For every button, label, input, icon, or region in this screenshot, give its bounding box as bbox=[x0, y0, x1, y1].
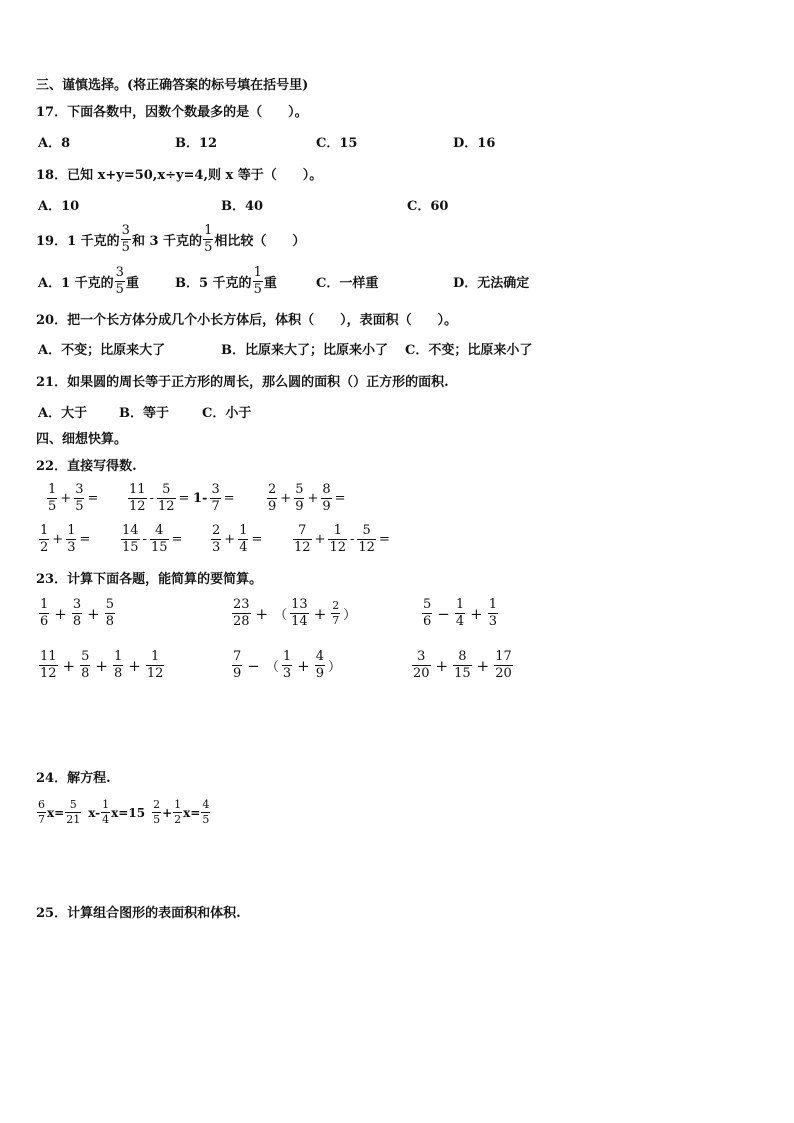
q19-option-b: B．5 千克的 $\frac{1}{5}$ 重 bbox=[175, 265, 277, 297]
q20-stem: 20．把一个长方体分成几个小长方体后，体积（ ），表面积（ ）。 bbox=[36, 313, 458, 328]
q17-stem: 17．下面各数中，因数个数最多的是（ ）。 bbox=[36, 105, 308, 120]
q17-option-c: C．15 bbox=[316, 136, 358, 151]
q19-option-b-fraction: $\frac{1}{5}$ bbox=[253, 265, 262, 297]
q24-equation-3: $\frac{2}{5}$ + $\frac{1}{2}$ x= $\frac{4}{5}$ bbox=[153, 798, 210, 826]
q19-option-a: A．1 千克的 $\frac{3}{5}$ 重 bbox=[38, 265, 139, 297]
q23-expression-6: $\frac{3}{20}$ + $\frac{8}{15}$ + $\frac{17}{20}$ bbox=[413, 649, 512, 681]
q23-expression-3: $\frac{5}{6}$ − $\frac{1}{4}$ + $\frac{1}{3}$ bbox=[423, 597, 497, 629]
q23-stem: 23．计算下面各题，能简算的要简算。 bbox=[36, 572, 263, 587]
q22-item-3: 1- $\frac{3}{7}$ = bbox=[193, 482, 235, 514]
q22-item-5: $\frac{1}{2}$ + $\frac{1}{3}$ = bbox=[40, 523, 91, 555]
section-four-title: 四、细想快算。 bbox=[36, 432, 128, 447]
section-three-title: 三、谨慎选择。(将正确答案的标号填在括号里) bbox=[36, 78, 309, 93]
q19-option-c: C．一样重 bbox=[316, 276, 379, 291]
q19-prefix: 19．1 千克的 bbox=[36, 234, 120, 249]
q20-option-c: C．不变；比原来小了 bbox=[405, 343, 533, 358]
q19-mid: 和 3 千克的 bbox=[131, 234, 203, 249]
q19-option-d: D．无法确定 bbox=[453, 276, 530, 291]
q22-item-7: $\frac{2}{3}$ + $\frac{1}{4}$ = bbox=[212, 523, 263, 555]
q18-option-c: C．60 bbox=[407, 199, 449, 214]
q22-item-8: $\frac{7}{12}$ + $\frac{1}{12}$ - $\frac{5}{12}$ = bbox=[294, 523, 390, 555]
q25-stem: 25．计算组合图形的表面积和体积. bbox=[36, 906, 241, 921]
q24-equation-1: $\frac{6}{7}$ x= $\frac{5}{21}$ bbox=[38, 798, 81, 826]
q20-option-b: B．比原来大了；比原来小了 bbox=[221, 343, 388, 358]
q19-option-a-fraction: $\frac{3}{5}$ bbox=[115, 265, 124, 297]
q21-option-a: A．大于 bbox=[38, 406, 88, 421]
q24-equation-2: x- $\frac{1}{4}$ x=15 bbox=[88, 798, 146, 826]
q18-option-b: B．40 bbox=[221, 199, 264, 214]
q20-option-a: A．不变；比原来大了 bbox=[38, 343, 166, 358]
q18-option-a: A．10 bbox=[38, 199, 80, 214]
q19-stem bbox=[36, 224, 305, 255]
q17-option-d: D．16 bbox=[453, 136, 496, 151]
q17-option-b: B．12 bbox=[175, 136, 218, 151]
q23-expression-4: $\frac{11}{12}$ + $\frac{5}{8}$ + $\frac{1}{8}$ + $\frac{1}{12}$ bbox=[40, 649, 164, 681]
q19-fraction-2: $\frac{1}{5}$ bbox=[204, 223, 213, 255]
q22-stem: 22．直接写得数. bbox=[36, 459, 137, 474]
q19-fraction-1: $\frac{3}{5}$ bbox=[121, 223, 130, 255]
q22-item-2: $\frac{11}{12}$ - $\frac{5}{12}$ = bbox=[129, 482, 190, 514]
q23-expression-2: $\frac{23}{28}$ + （ $\frac{13}{14}$ + $\frac{2}{7}$ ） bbox=[233, 597, 357, 629]
q18-stem: 18．已知 x+y=50,x÷y=4,则 x 等于（ ）。 bbox=[36, 168, 323, 183]
q21-option-c: C．小于 bbox=[202, 406, 252, 421]
q17-option-a: A．8 bbox=[38, 136, 71, 151]
q24-equations bbox=[36, 799, 211, 826]
q21-stem: 21．如果圆的周长等于正方形的周长，那么圆的面积（）正方形的面积. bbox=[36, 375, 449, 390]
q23-expression-5: $\frac{7}{9}$ − （ $\frac{1}{3}$ + $\frac{4}{9}$ ） bbox=[233, 649, 342, 681]
q19-suffix: 相比较（ ） bbox=[214, 234, 306, 249]
q22-item-4: $\frac{2}{9}$ + $\frac{5}{9}$ + $\frac{8}{9}$ = bbox=[268, 482, 346, 514]
q23-expression-1: $\frac{1}{6}$ + $\frac{3}{8}$ + $\frac{5}{8}$ bbox=[40, 597, 114, 629]
q21-option-b: B．等于 bbox=[119, 406, 169, 421]
q22-item-1: $\frac{1}{5}$ + $\frac{3}{5}$ = bbox=[48, 482, 99, 514]
q22-item-6: $\frac{14}{15}$ - $\frac{4}{15}$ = bbox=[122, 523, 183, 555]
q24-stem: 24．解方程. bbox=[36, 771, 111, 786]
